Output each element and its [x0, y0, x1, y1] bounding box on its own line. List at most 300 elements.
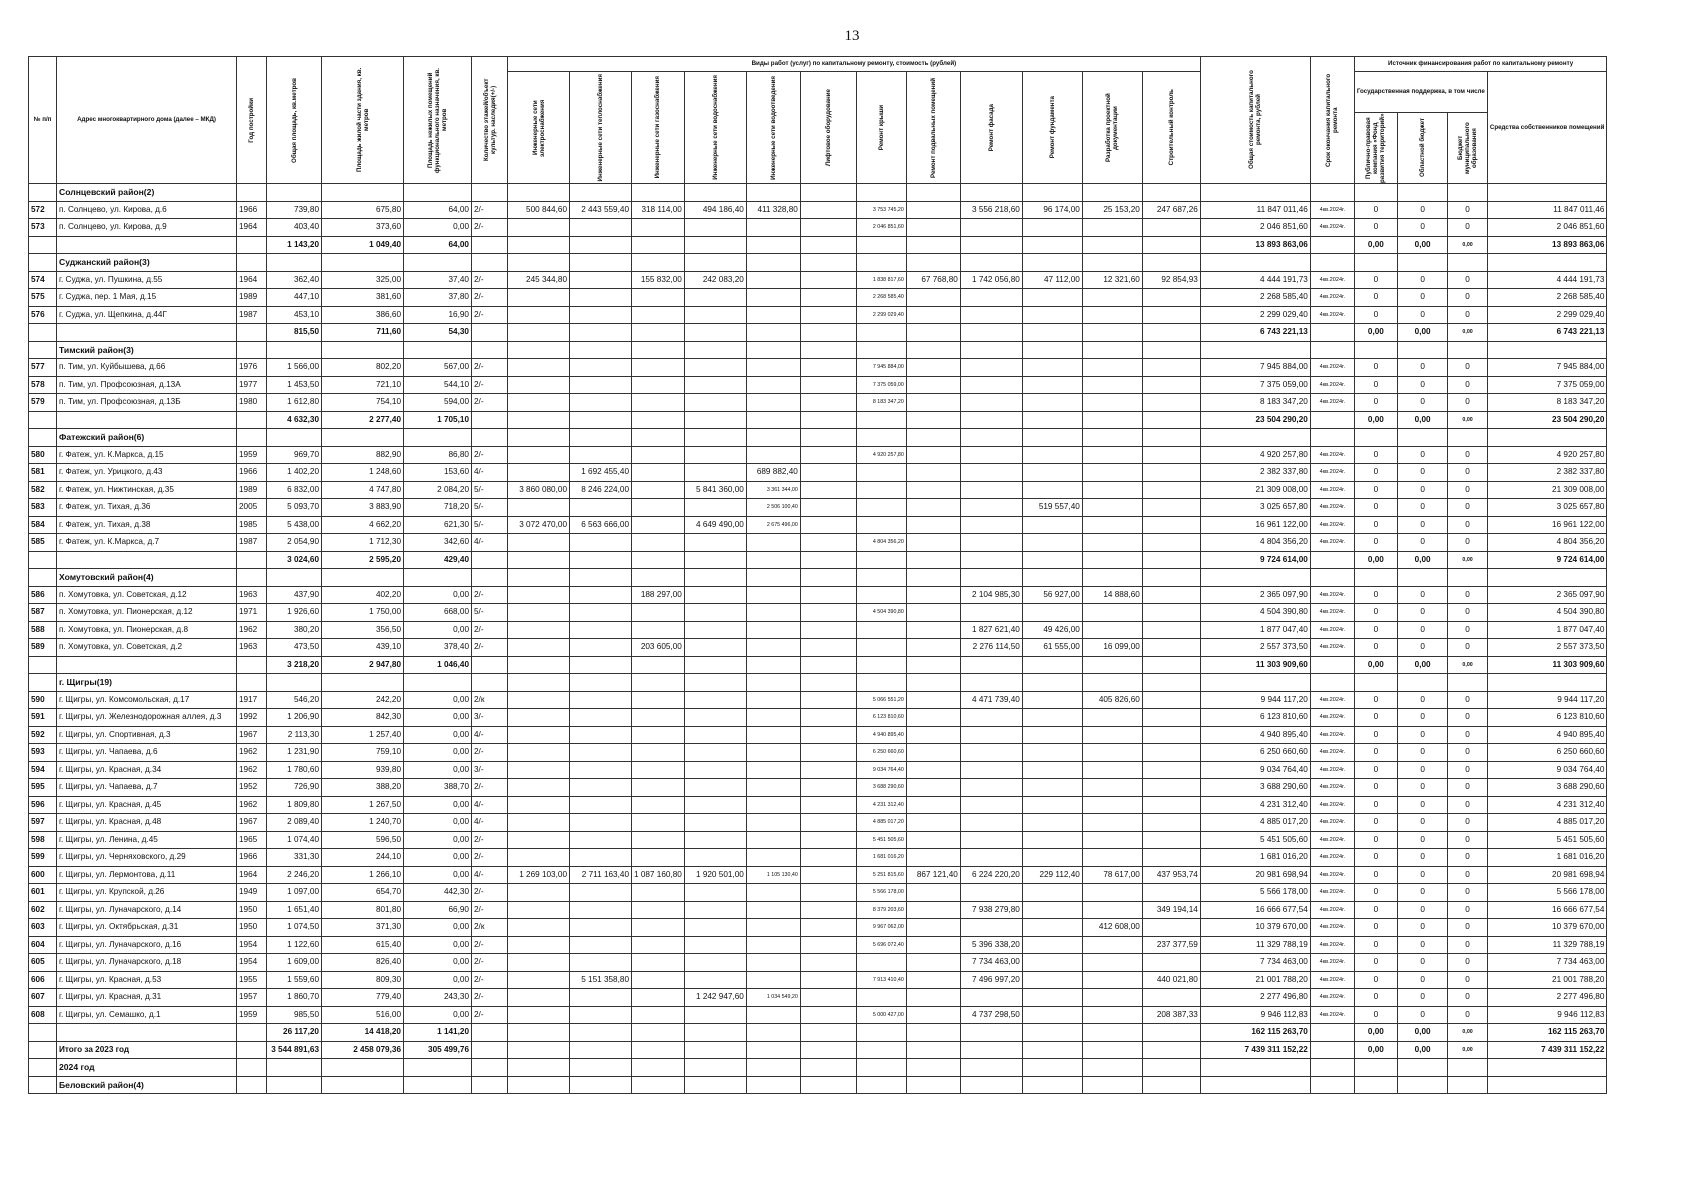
- cell-living-area: 721,10: [322, 376, 404, 394]
- cell-empty: [508, 341, 570, 359]
- cell-year: 1952: [237, 779, 267, 797]
- cell-empty: [1022, 254, 1082, 272]
- cell-municipal-budget: 0: [1448, 866, 1488, 884]
- cell-work-cost: 5 066 551,20: [856, 691, 906, 709]
- cell-fund-reform: 0,00: [1354, 411, 1397, 429]
- cell-regional-budget: 0: [1397, 1006, 1447, 1024]
- cell-work-cost: 47 112,00: [1022, 271, 1082, 289]
- col-floors: Количество этажей/объект культур. наследия(+/-): [472, 57, 508, 184]
- cell-deadline: 4кв.2024г.: [1310, 359, 1354, 377]
- cell-empty: [1200, 254, 1310, 272]
- cell-regional-budget: 0: [1397, 761, 1447, 779]
- cell-work-cost: [960, 744, 1022, 762]
- cell-work-cost: [684, 761, 746, 779]
- cell-work-cost: 7 945 884,00: [856, 359, 906, 377]
- cell-floors: 5/-: [472, 604, 508, 622]
- col-total-area: Общая площадь, кв.метров: [267, 57, 322, 184]
- cell-work-cost: 12 321,60: [1082, 271, 1142, 289]
- cell-work-cost: 1 269 103,00: [508, 866, 570, 884]
- cell-no: 599: [29, 849, 57, 867]
- cell-year: 1954: [237, 936, 267, 954]
- cell-empty: [684, 254, 746, 272]
- cell-floors: 2/-: [472, 376, 508, 394]
- cell-deadline: 4кв.2024г.: [1310, 726, 1354, 744]
- cell-empty: [508, 1041, 570, 1059]
- cell-living-area: 2 277,40: [322, 411, 404, 429]
- cell-work-cost: 4 804 356,20: [856, 534, 906, 552]
- cell-empty: [684, 236, 746, 254]
- cell-empty: [684, 429, 746, 447]
- cell-work-cost: [1142, 639, 1200, 657]
- cell-municipal-budget: 0: [1448, 989, 1488, 1007]
- cell-work-cost: [684, 464, 746, 482]
- cell-work-cost: [800, 499, 856, 517]
- cell-year: 1955: [237, 971, 267, 989]
- table-row: [29, 691, 1607, 709]
- cell-work-cost: [1082, 831, 1142, 849]
- cell-empty: [237, 1041, 267, 1059]
- cell-empty: [29, 429, 57, 447]
- cell-no: 606: [29, 971, 57, 989]
- cell-nonliving-area: 0,00: [404, 866, 472, 884]
- cell-empty: [632, 674, 685, 692]
- cell-total-area: 1 780,60: [267, 761, 322, 779]
- cell-total-cost: 4 940 895,40: [1200, 726, 1310, 744]
- cell-address: г. Щигры, ул. Чапаева, д.6: [57, 744, 237, 762]
- cell-municipal-budget: 0,00: [1448, 1041, 1488, 1059]
- cell-nonliving-area: 0,00: [404, 586, 472, 604]
- cell-nonliving-area: 243,30: [404, 989, 472, 1007]
- cell-total-cost: 2 299 029,40: [1200, 306, 1310, 324]
- cell-fund-reform: 0,00: [1354, 551, 1397, 569]
- cell-work-cost: [800, 814, 856, 832]
- cell-work-cost: [1022, 516, 1082, 534]
- cell-floors: 2/-: [472, 586, 508, 604]
- cell-work-cost: 2 711 163,40: [570, 866, 632, 884]
- cell-work-cost: [746, 289, 800, 307]
- cell-fund-reform: 0: [1354, 446, 1397, 464]
- cell-work-cost: [960, 446, 1022, 464]
- cell-living-area: 1 712,30: [322, 534, 404, 552]
- cell-empty: [1354, 674, 1397, 692]
- cell-work-cost: [1022, 691, 1082, 709]
- cell-living-area: 654,70: [322, 884, 404, 902]
- cell-fund-reform: 0: [1354, 621, 1397, 639]
- cell-year: 1959: [237, 446, 267, 464]
- cell-regional-budget: 0: [1397, 989, 1447, 1007]
- col-work-roof: Ремонт крыши: [856, 72, 906, 184]
- cell-regional-budget: 0: [1397, 901, 1447, 919]
- cell-empty: [960, 254, 1022, 272]
- section-row: [29, 1059, 1607, 1077]
- cell-work-cost: [1082, 709, 1142, 727]
- cell-nonliving-area: 54,30: [404, 324, 472, 342]
- cell-nonliving-area: 0,00: [404, 831, 472, 849]
- cell-nonliving-area: 1 141,20: [404, 1024, 472, 1042]
- cell-total-cost: 23 504 290,20: [1200, 411, 1310, 429]
- cell-nonliving-area: 544,10: [404, 376, 472, 394]
- cell-work-cost: [1082, 814, 1142, 832]
- cell-empty: [746, 674, 800, 692]
- cell-empty: [1022, 236, 1082, 254]
- cell-deadline: 4кв.2024г.: [1310, 744, 1354, 762]
- cell-fund-reform: 0,00: [1354, 656, 1397, 674]
- cell-work-cost: [1142, 516, 1200, 534]
- cell-nonliving-area: 86,80: [404, 446, 472, 464]
- cell-empty: [472, 569, 508, 587]
- cell-empty: [684, 324, 746, 342]
- cell-deadline: 4кв.2024г.: [1310, 936, 1354, 954]
- cell-work-cost: [746, 604, 800, 622]
- section-row: [29, 1076, 1607, 1094]
- cell-work-cost: [508, 289, 570, 307]
- cell-empty: [632, 1059, 685, 1077]
- cell-nonliving-area: 153,60: [404, 464, 472, 482]
- cell-work-cost: [508, 971, 570, 989]
- cell-address: г. Щигры, ул. Красная, д.48: [57, 814, 237, 832]
- cell-work-cost: [800, 761, 856, 779]
- cell-empty: [1082, 569, 1142, 587]
- cell-work-cost: [906, 481, 960, 499]
- cell-work-cost: 1 692 455,40: [570, 464, 632, 482]
- cell-empty: [960, 429, 1022, 447]
- cell-work-cost: [746, 691, 800, 709]
- cell-empty: [472, 429, 508, 447]
- cell-total-area: 1 231,90: [267, 744, 322, 762]
- cell-municipal-budget: 0: [1448, 796, 1488, 814]
- cell-nonliving-area: 0,00: [404, 814, 472, 832]
- cell-total-area: 739,80: [267, 201, 322, 219]
- cell-work-cost: [1142, 376, 1200, 394]
- page-number: 13: [844, 28, 860, 44]
- cell-work-cost: [1082, 481, 1142, 499]
- cell-empty: [856, 674, 906, 692]
- cell-work-cost: 3 556 218,60: [960, 201, 1022, 219]
- cell-empty: [906, 1059, 960, 1077]
- table-row: [29, 831, 1607, 849]
- table-row: [29, 481, 1607, 499]
- cell-municipal-budget: 0,00: [1448, 411, 1488, 429]
- cell-living-area: 325,00: [322, 271, 404, 289]
- cell-owners: 5 451 505,60: [1487, 831, 1607, 849]
- cell-regional-budget: 0: [1397, 201, 1447, 219]
- cell-work-cost: [800, 1006, 856, 1024]
- cell-work-cost: [746, 761, 800, 779]
- cell-work-cost: [632, 726, 685, 744]
- cell-work-cost: [906, 621, 960, 639]
- cell-work-cost: [906, 919, 960, 937]
- cell-empty: [1082, 184, 1142, 202]
- cell-empty: [1397, 341, 1447, 359]
- cell-empty: [1082, 656, 1142, 674]
- cell-empty: [237, 1059, 267, 1077]
- cell-work-cost: 7 496 997,20: [960, 971, 1022, 989]
- cell-living-area: 1 049,40: [322, 236, 404, 254]
- cell-empty: [472, 1024, 508, 1042]
- cell-work-cost: 49 426,00: [1022, 621, 1082, 639]
- cell-work-cost: [570, 376, 632, 394]
- cell-address: п. Хомутовка, ул. Пионерская, д.12: [57, 604, 237, 622]
- cell-work-cost: [632, 621, 685, 639]
- grand-total-label: Итого за 2023 год: [57, 1041, 237, 1059]
- cell-nonliving-area: 0,00: [404, 691, 472, 709]
- cell-empty: [404, 569, 472, 587]
- cell-nonliving-area: 378,40: [404, 639, 472, 657]
- cell-floors: 3/-: [472, 761, 508, 779]
- table-row: [29, 709, 1607, 727]
- cell-empty: [570, 1076, 632, 1094]
- cell-empty: [906, 551, 960, 569]
- cell-fund-reform: 0: [1354, 271, 1397, 289]
- cell-empty: [632, 411, 685, 429]
- cell-empty: [29, 254, 57, 272]
- cell-empty: [1200, 1059, 1310, 1077]
- cell-address: п. Хомутовка, ул. Советская, д.2: [57, 639, 237, 657]
- cell-work-cost: [508, 796, 570, 814]
- cell-deadline: 4кв.2024г.: [1310, 954, 1354, 972]
- cell-regional-budget: 0: [1397, 586, 1447, 604]
- cell-fund-reform: 0: [1354, 481, 1397, 499]
- cell-no: 605: [29, 954, 57, 972]
- cell-deadline: 4кв.2024г.: [1310, 586, 1354, 604]
- cell-municipal-budget: 0: [1448, 744, 1488, 762]
- cell-work-cost: [746, 271, 800, 289]
- cell-work-cost: [800, 359, 856, 377]
- cell-year: 1959: [237, 1006, 267, 1024]
- cell-no: 607: [29, 989, 57, 1007]
- cell-work-cost: [800, 376, 856, 394]
- table-row: [29, 761, 1607, 779]
- cell-work-cost: [800, 919, 856, 937]
- cell-deadline: 4кв.2024г.: [1310, 271, 1354, 289]
- cell-fund-reform: 0: [1354, 919, 1397, 937]
- cell-empty: [1142, 324, 1200, 342]
- cell-work-cost: [906, 989, 960, 1007]
- cell-work-cost: [508, 831, 570, 849]
- cell-deadline: 4кв.2024г.: [1310, 761, 1354, 779]
- cell-work-cost: [1022, 289, 1082, 307]
- cell-work-cost: [960, 796, 1022, 814]
- cell-work-cost: [1082, 516, 1142, 534]
- cell-total-cost: 2 382 337,80: [1200, 464, 1310, 482]
- cell-empty: [1448, 1059, 1488, 1077]
- cell-work-cost: [800, 691, 856, 709]
- cell-empty: [1082, 236, 1142, 254]
- cell-deadline: 4кв.2024г.: [1310, 481, 1354, 499]
- cell-fund-reform: 0: [1354, 796, 1397, 814]
- cell-work-cost: [1082, 376, 1142, 394]
- cell-empty: [1448, 429, 1488, 447]
- cell-empty: [570, 1059, 632, 1077]
- cell-work-cost: [856, 499, 906, 517]
- cell-empty: [960, 1059, 1022, 1077]
- cell-work-cost: [1082, 499, 1142, 517]
- cell-nonliving-area: 37,80: [404, 289, 472, 307]
- cell-work-cost: 25 153,20: [1082, 201, 1142, 219]
- cell-work-cost: 155 832,00: [632, 271, 685, 289]
- cell-work-cost: [1022, 446, 1082, 464]
- cell-work-cost: [632, 849, 685, 867]
- cell-work-cost: [684, 919, 746, 937]
- cell-nonliving-area: 342,60: [404, 534, 472, 552]
- cell-work-cost: [508, 849, 570, 867]
- cell-address: г. Щигры, ул. Красная, д.53: [57, 971, 237, 989]
- cell-empty: [906, 569, 960, 587]
- cell-work-cost: [906, 394, 960, 412]
- cell-work-cost: [906, 954, 960, 972]
- cell-empty: [267, 341, 322, 359]
- cell-work-cost: [906, 306, 960, 324]
- cell-empty: [1200, 184, 1310, 202]
- cell-empty: [1354, 1059, 1397, 1077]
- cell-work-cost: [1022, 219, 1082, 237]
- cell-fund-reform: 0: [1354, 884, 1397, 902]
- cell-regional-budget: 0: [1397, 831, 1447, 849]
- cell-nonliving-area: 0,00: [404, 744, 472, 762]
- cell-work-cost: [570, 884, 632, 902]
- table-row: [29, 639, 1607, 657]
- cell-year: 1992: [237, 709, 267, 727]
- cell-empty: [472, 254, 508, 272]
- cell-floors: 4/-: [472, 814, 508, 832]
- cell-floors: 4/-: [472, 726, 508, 744]
- cell-address: п. Тим, ул. Куйбышева, д.66: [57, 359, 237, 377]
- cell-empty: [472, 324, 508, 342]
- cell-work-cost: 3 753 745,20: [856, 201, 906, 219]
- cell-work-cost: [684, 1006, 746, 1024]
- cell-work-cost: [570, 289, 632, 307]
- cell-floors: 2/-: [472, 639, 508, 657]
- cell-empty: [570, 411, 632, 429]
- cell-municipal-budget: 0: [1448, 884, 1488, 902]
- cell-empty: [29, 236, 57, 254]
- cell-work-cost: [1082, 744, 1142, 762]
- cell-work-cost: [632, 376, 685, 394]
- cell-empty: [684, 1024, 746, 1042]
- cell-owners: 162 115 263,70: [1487, 1024, 1607, 1042]
- cell-year: 1964: [237, 271, 267, 289]
- table-row: [29, 499, 1607, 517]
- cell-work-cost: [570, 954, 632, 972]
- cell-empty: [1022, 656, 1082, 674]
- cell-empty: [570, 1041, 632, 1059]
- cell-fund-reform: 0,00: [1354, 1041, 1397, 1059]
- cell-work-cost: [960, 779, 1022, 797]
- section-label: Беловский район(4): [57, 1076, 237, 1094]
- cell-empty: [1397, 184, 1447, 202]
- cell-owners: 20 981 698,94: [1487, 866, 1607, 884]
- cell-work-cost: [1082, 1006, 1142, 1024]
- cell-empty: [684, 411, 746, 429]
- cell-work-cost: [800, 464, 856, 482]
- cell-empty: [508, 324, 570, 342]
- cell-work-cost: [746, 709, 800, 727]
- cell-empty: [632, 1076, 685, 1094]
- cell-work-cost: [508, 359, 570, 377]
- cell-fund-reform: 0: [1354, 639, 1397, 657]
- cell-work-cost: [570, 621, 632, 639]
- cell-work-cost: [1142, 849, 1200, 867]
- cell-work-cost: [906, 884, 960, 902]
- cell-no: 593: [29, 744, 57, 762]
- cell-owners: 11 303 909,60: [1487, 656, 1607, 674]
- cell-work-cost: [684, 849, 746, 867]
- cell-empty: [1310, 236, 1354, 254]
- cell-empty: [1397, 429, 1447, 447]
- cell-fund-reform: 0: [1354, 376, 1397, 394]
- cell-empty: [1354, 184, 1397, 202]
- cell-floors: 2/-: [472, 901, 508, 919]
- cell-work-cost: 237 377,59: [1142, 936, 1200, 954]
- cell-empty: [29, 656, 57, 674]
- cell-empty: [1022, 1076, 1082, 1094]
- cell-year: 1987: [237, 534, 267, 552]
- cell-empty: [472, 341, 508, 359]
- cell-work-cost: [1142, 289, 1200, 307]
- cell-work-cost: [508, 621, 570, 639]
- subtotal-row: [29, 1024, 1607, 1042]
- cell-no: 590: [29, 691, 57, 709]
- cell-work-cost: [906, 639, 960, 657]
- cell-fund-reform: 0: [1354, 866, 1397, 884]
- cell-floors: 2/-: [472, 989, 508, 1007]
- cell-work-cost: 2 046 851,60: [856, 219, 906, 237]
- cell-municipal-budget: 0: [1448, 691, 1488, 709]
- cell-municipal-budget: 0,00: [1448, 236, 1488, 254]
- cell-work-cost: [570, 604, 632, 622]
- cell-municipal-budget: 0: [1448, 604, 1488, 622]
- cell-owners: 21 309 008,00: [1487, 481, 1607, 499]
- cell-municipal-budget: 0: [1448, 201, 1488, 219]
- cell-total-area: 985,50: [267, 1006, 322, 1024]
- cell-regional-budget: 0: [1397, 289, 1447, 307]
- cell-address: п. Солнцево, ул. Кирова, д.6: [57, 201, 237, 219]
- cell-empty: [746, 236, 800, 254]
- cell-work-cost: [906, 359, 960, 377]
- cell-year: 1962: [237, 761, 267, 779]
- cell-empty: [29, 184, 57, 202]
- cell-no: 595: [29, 779, 57, 797]
- cell-floors: 3/-: [472, 709, 508, 727]
- cell-nonliving-area: 668,00: [404, 604, 472, 622]
- cell-empty: [29, 341, 57, 359]
- cell-address: г. Щигры, ул. Черняховского, д.29: [57, 849, 237, 867]
- cell-work-cost: [746, 446, 800, 464]
- cell-no: 597: [29, 814, 57, 832]
- cell-municipal-budget: 0,00: [1448, 551, 1488, 569]
- cell-living-area: 3 883,90: [322, 499, 404, 517]
- cell-work-cost: [570, 779, 632, 797]
- cell-work-cost: 5 396 338,20: [960, 936, 1022, 954]
- table-row: [29, 534, 1607, 552]
- cell-empty: [856, 656, 906, 674]
- cell-work-cost: 4 920 257,80: [856, 446, 906, 464]
- cell-total-cost: 21 309 008,00: [1200, 481, 1310, 499]
- cell-work-cost: [508, 446, 570, 464]
- cell-empty: [404, 1076, 472, 1094]
- cell-no: 585: [29, 534, 57, 552]
- cell-empty: [322, 184, 404, 202]
- cell-deadline: 4кв.2024г.: [1310, 464, 1354, 482]
- cell-deadline: 4кв.2024г.: [1310, 289, 1354, 307]
- cell-living-area: 759,10: [322, 744, 404, 762]
- cell-no: 579: [29, 394, 57, 412]
- cell-work-cost: [906, 744, 960, 762]
- col-regional-budget: Областной бюджет: [1397, 113, 1447, 184]
- cell-work-cost: [1142, 796, 1200, 814]
- cell-work-cost: 7 913 410,40: [856, 971, 906, 989]
- cell-living-area: 802,20: [322, 359, 404, 377]
